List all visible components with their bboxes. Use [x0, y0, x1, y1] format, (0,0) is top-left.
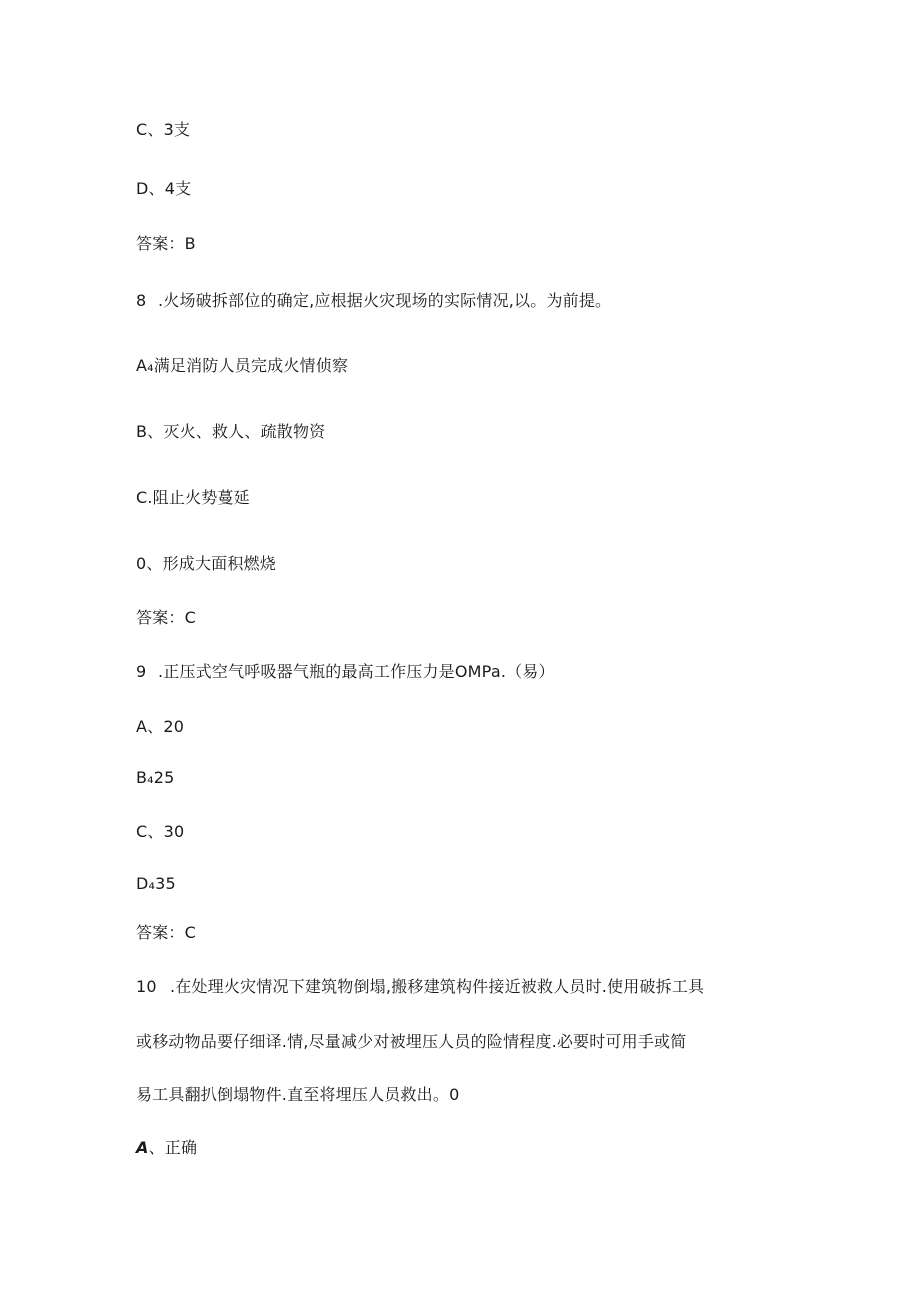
option-b-q8: B、灭火、救人、疏散物资 — [136, 422, 326, 441]
question-9 — [136, 661, 555, 683]
question-8-number: 8 — [136, 291, 147, 310]
option-d-q9: D₄35 — [136, 874, 176, 893]
answer-q9: 答案：C — [136, 923, 196, 942]
option-c-q9: C、30 — [136, 822, 185, 841]
question-8 — [136, 290, 611, 312]
question-10-text-line-1: .在处理火灾情况下建筑物倒塌,搬移建筑构件接近被救人员时.使用破拆工具 — [170, 977, 705, 996]
question-8-text: .火场破拆部位的确定,应根据火灾现场的实际情况,以。为前提。 — [158, 291, 612, 310]
option-a-q10-text: 、正确 — [148, 1138, 198, 1157]
question-10 — [136, 976, 704, 998]
option-d-q8: 0、形成大面积燃烧 — [136, 554, 276, 573]
option-a-q10-letter: A — [136, 1138, 149, 1157]
answer-q7: 答案：B — [136, 234, 196, 253]
option-b-q9: B₄25 — [136, 768, 175, 787]
answer-q8: 答案：C — [136, 608, 196, 627]
question-10-text-line-3: 易工具翻扒倒塌物件.直至将埋压人员救出。0 — [136, 1085, 460, 1104]
option-a-q9: A、20 — [136, 717, 185, 736]
option-d-q7: D、4支 — [136, 179, 192, 198]
question-9-number: 9 — [136, 662, 147, 681]
question-9-text: .正压式空气呼吸器气瓶的最高工作压力是OMPa.（易） — [158, 662, 555, 681]
option-c-q7: C、3支 — [136, 120, 191, 139]
question-10-number: 10 — [136, 977, 157, 996]
option-c-q8: C.阻止火势蔓延 — [136, 488, 250, 507]
question-10-text-line-2: 或移动物品要仔细译.情,尽量减少对被埋压人员的险情程度.必要时可用手或简 — [136, 1032, 687, 1051]
option-a-q8: A₄满足消防人员完成火情侦察 — [136, 356, 349, 375]
option-a-q10 — [136, 1137, 197, 1159]
